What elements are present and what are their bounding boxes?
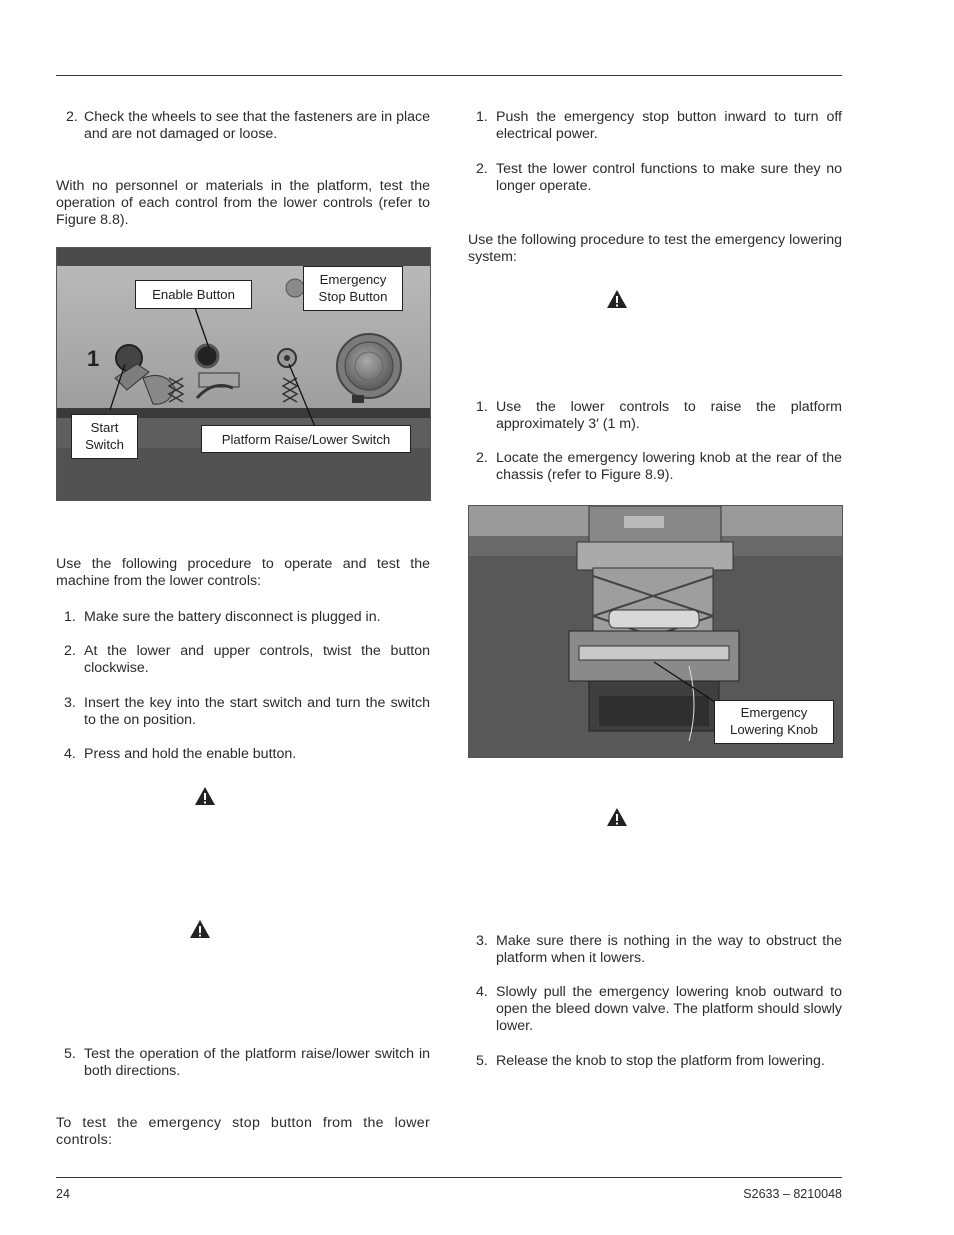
callout-emergency-lowering-knob: Emergency Lowering Knob bbox=[714, 700, 834, 744]
callout-platform-raise-lower-switch: Platform Raise/Lower Switch bbox=[201, 425, 411, 453]
procedure-intro: Use the following procedure to operate and test the machine from the lower controls: bbox=[56, 556, 430, 589]
warning-triangle-icon bbox=[194, 786, 216, 806]
footer-rule bbox=[56, 1177, 842, 1178]
callout-emergency-stop-button: Emergency Stop Button bbox=[303, 266, 403, 311]
svg-text:1: 1 bbox=[87, 346, 100, 371]
document-id: S2633 – 8210048 bbox=[743, 1187, 842, 1201]
callout-start-switch: Start Switch bbox=[71, 414, 138, 459]
warning-triangle-icon bbox=[606, 289, 628, 309]
warning-triangle-icon bbox=[606, 807, 628, 827]
estop-intro: To test the emergency stop button from the lower controls: bbox=[56, 1115, 430, 1148]
callout-enable-button: Enable Button bbox=[135, 280, 252, 309]
warning-triangle-icon bbox=[189, 919, 211, 939]
page-number: 24 bbox=[56, 1187, 70, 1201]
header-rule bbox=[56, 75, 842, 76]
intro-text: With no personnel or materials in the platform, test the operation of each control from the lower controls (refer to Figure 8.8). bbox=[56, 178, 430, 228]
lowering-intro: Use the following procedure to test the emergency lowering system: bbox=[468, 232, 842, 265]
